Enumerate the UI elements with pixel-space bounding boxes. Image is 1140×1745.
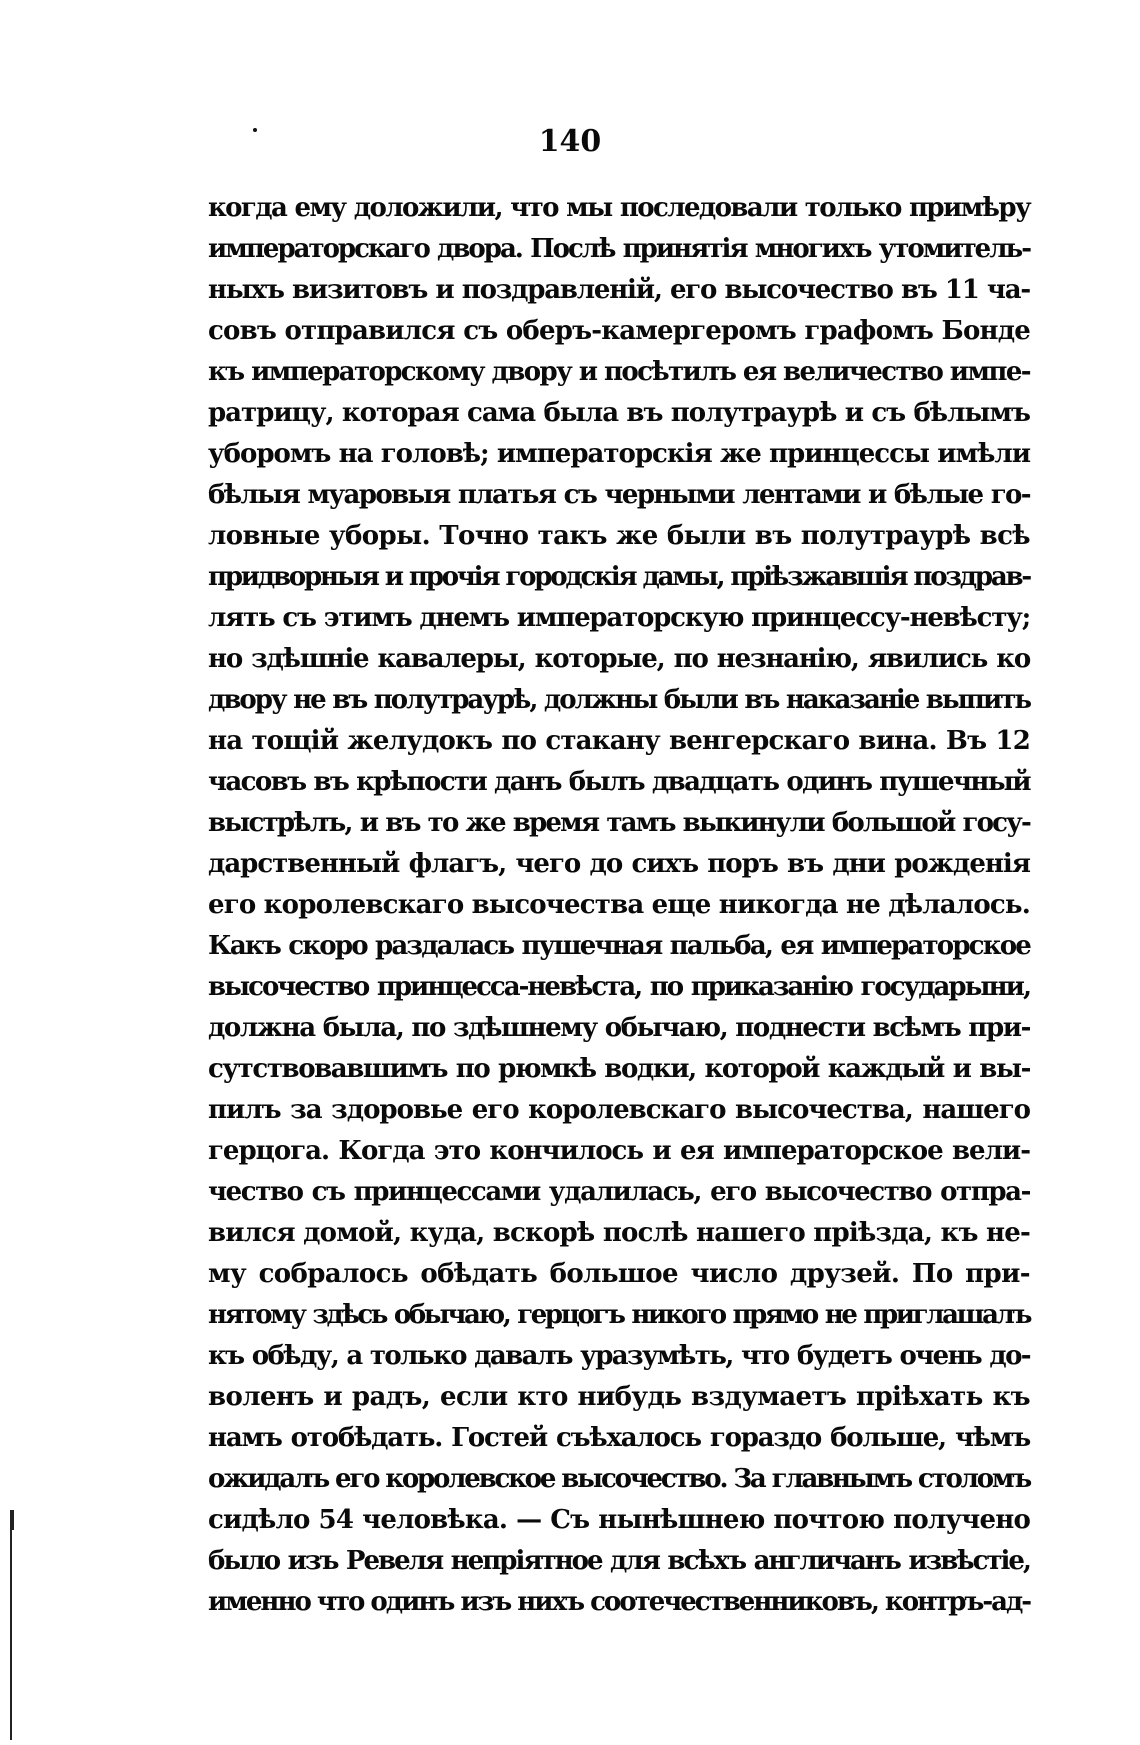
binding-edge-mark	[10, 1510, 12, 1740]
text-line: высочество принцесса-невѣста, по приказанію государыни,	[208, 972, 1030, 1002]
text-line: уборомъ на головѣ; императорскія же принцессы имѣли	[208, 439, 1030, 469]
text-line: именно что одинъ изъ нихъ соотечественниковъ, контръ-ад-	[208, 1587, 1031, 1617]
text-line: бѣлыя муаровыя платья съ черными лентами и бѣлые го-	[208, 480, 1030, 510]
text-line: къ обѣду, а только давалъ уразумѣть, что будетъ очень до-	[208, 1341, 1030, 1371]
text-line: Какъ скоро раздалась пушечная пальба, ея императорское	[208, 931, 1030, 961]
text-line: придворныя и прочія городскія дамы, пріѣзжавшія поздрав-	[208, 562, 1030, 592]
text-line: было изъ Ревеля непріятное для всѣхъ англичанъ извѣстіе,	[208, 1546, 1030, 1576]
binding-tick-mark	[10, 1510, 14, 1530]
text-line: двору не въ полутраурѣ, должны были въ наказаніе выпить	[208, 685, 1030, 715]
text-line: герцога. Когда это кончилось и ея императорское вели-	[208, 1136, 1030, 1166]
body-text	[208, 188, 1030, 1623]
text-line: сутствовавшимъ по рюмкѣ водки, которой каждый и вы-	[208, 1054, 1030, 1084]
text-line: му собралось обѣдать большое число друзей. По при-	[208, 1259, 1030, 1289]
text-line: ловные уборы. Точно такъ же были въ полутраурѣ всѣ	[208, 521, 1030, 551]
page-number: 140	[538, 124, 602, 159]
text-line: императорскаго двора. Послѣ принятія многихъ утомитель-	[208, 234, 1030, 264]
text-line: когда ему доложили, что мы последовали только примѣру	[208, 193, 1030, 223]
text-line: ратрицу, которая сама была въ полутраурѣ и съ бѣлымъ	[208, 398, 1030, 428]
text-line: лять съ этимъ днемъ императорскую принцессу-невѣсту;	[208, 603, 1030, 633]
text-line: нятому здѣсь обычаю, герцогъ никого прямо не приглашалъ	[208, 1300, 1030, 1330]
text-line: пилъ за здоровье его королевскаго высочества, нашего	[208, 1095, 1030, 1125]
text-line: ныхъ визитовъ и поздравленій, его высочество въ 11 ча-	[208, 275, 1030, 305]
text-line: его королевскаго высочества еще никогда не дѣлалось.	[208, 890, 1030, 920]
text-line: сидѣло 54 человѣка. — Съ нынѣшнею почтою получено	[208, 1505, 1030, 1535]
text-line: ожидалъ его королевское высочество. За главнымъ столомъ	[208, 1464, 1030, 1494]
text-line: должна была, по здѣшнему обычаю, поднести всѣмъ при-	[208, 1013, 1030, 1043]
text-line: совъ отправился съ оберъ-камергеромъ графомъ Бонде	[208, 316, 1030, 346]
text-line: на тощій желудокъ по стакану венгерскаго вина. Въ 12	[208, 726, 1030, 756]
text-line: дарственный флагъ, чего до сихъ поръ въ дни рожденія	[208, 849, 1030, 879]
text-line: намъ отобѣдать. Гостей съѣхалось гораздо больше, чѣмъ	[208, 1423, 1030, 1453]
text-line: воленъ и радъ, если кто нибудь вздумаетъ пріѣхать къ	[208, 1382, 1030, 1412]
text-line: къ императорскому двору и посѣтилъ ея величество импе-	[208, 357, 1030, 387]
text-line: чество съ принцессами удалилась, его высочество отпра-	[208, 1177, 1030, 1207]
text-line: часовъ въ крѣпости данъ былъ двадцать одинъ пушечный	[208, 767, 1030, 797]
text-line: вился домой, куда, вскорѣ послѣ нашего пріѣзда, къ не-	[208, 1218, 1030, 1248]
text-line: но здѣшніе кавалеры, которые, по незнанію, явились ко	[208, 644, 1030, 674]
text-line: выстрѣлъ, и въ то же время тамъ выкинули большой госу-	[208, 808, 1030, 838]
